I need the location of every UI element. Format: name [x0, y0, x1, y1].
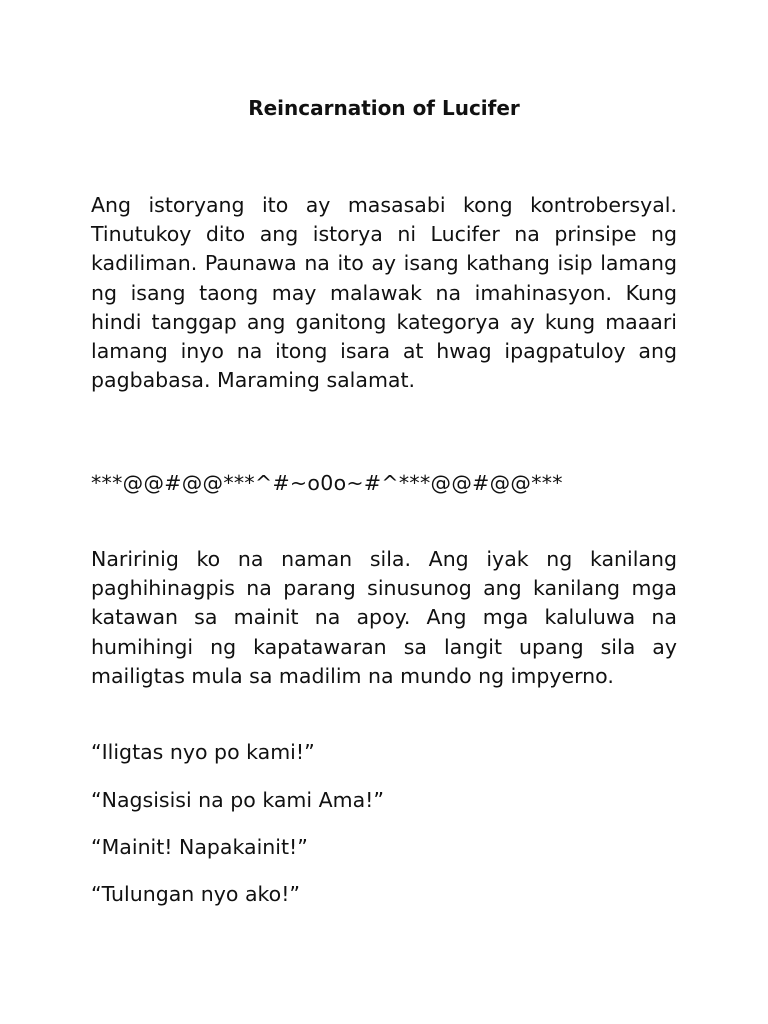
dialogue-line: “Iligtas nyo po kami!” [91, 740, 315, 764]
dialogue-line: “Nagsisisi na po kami Ama!” [91, 788, 384, 812]
section-separator: ***@@#@@***^#~o0o~#^***@@#@@*** [91, 471, 563, 495]
intro-paragraph: Ang istoryang ito ay masasabi kong kontrobersyal. Tinutukoy dito ang istorya ni Lucifer na prinsipe ng kadiliman. Paunawa na ito ay isang kathang isip lamang ng isang taong may malawak na imahinasyon. Kung hindi tanggap ang ganitong kategorya ay kung maaari lamang inyo na itong isara at hwag ipagpatuloy ang pagbabasa. Maraming salamat. [91, 193, 677, 393]
dialogue-line: “Tulungan nyo ako!” [91, 882, 301, 906]
dialogue-line: “Mainit! Napakainit!” [91, 835, 308, 859]
document-title: Reincarnation of Lucifer [248, 96, 520, 120]
story-paragraph: Naririnig ko na naman sila. Ang iyak ng kanilang paghihinagpis na parang sinusunog ang kanilang mga katawan sa mainit na apoy. Ang mga kaluluwa na humihingi ng kapatawaran sa langit upang sila ay mailigtas mula sa madilim na mundo ng impyerno. [91, 547, 677, 688]
